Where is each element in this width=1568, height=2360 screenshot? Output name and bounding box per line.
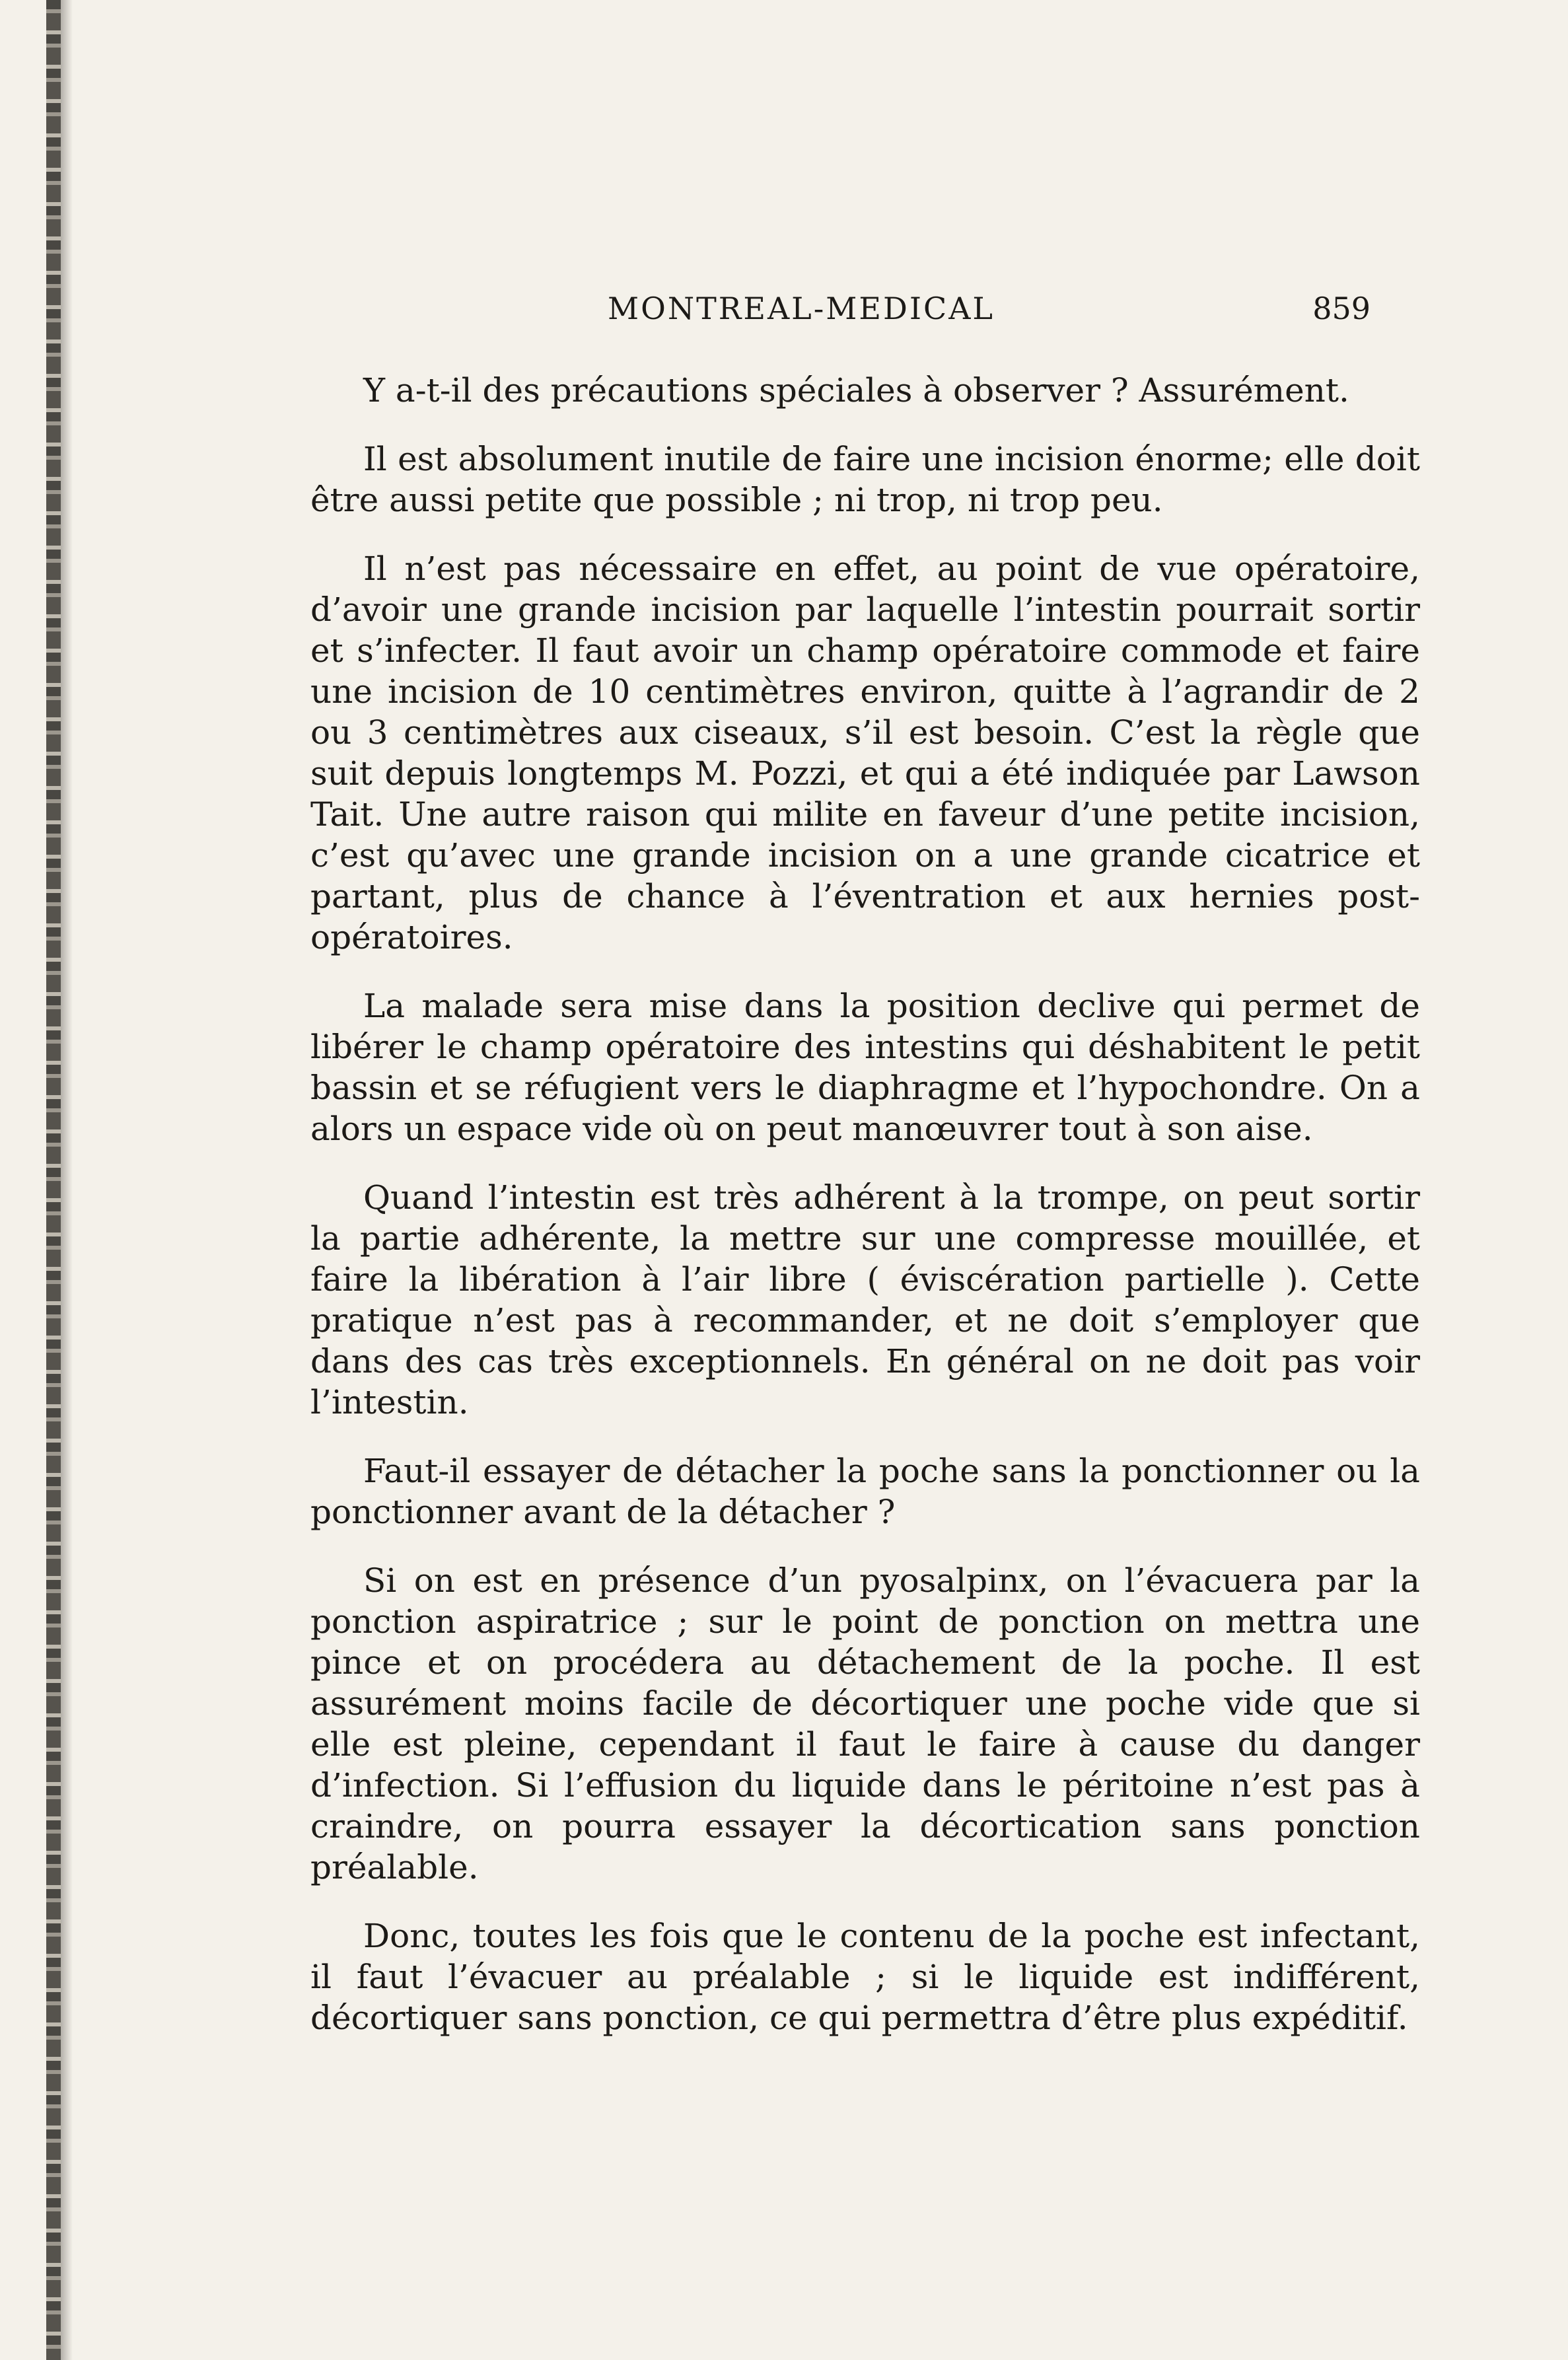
article-body: [310, 370, 1420, 2038]
book-page: [310, 291, 1420, 2038]
paragraph-2: Il est absolument inutile de faire une incision énorme; elle doit être aussi petite que possible ; ni trop, ni trop peu.: [310, 440, 1420, 519]
page-binding-shadow: [61, 0, 73, 2360]
page-number: 859: [1312, 291, 1371, 326]
running-head: [310, 291, 1420, 343]
journal-title: MONTREAL-MEDICAL: [608, 291, 995, 326]
paragraph-5: Quand l’intestin est très adhérent à la trompe, on peut sortir la partie adhérente, la mettre sur une compresse mouillée, et faire la libération à l’air libre ( éviscération partielle ). Cette pratique n’est pas à recommander, et ne doit s’employer que dans des cas très exceptionnels. En général on ne doit pas voir l’intestin.: [310, 1178, 1420, 1421]
paragraph-4: La malade sera mise dans la position declive qui permet de libérer le champ opératoire des intestins qui déshabitent le petit bassin et se réfugient vers le diaphragme et l’hypochondre. On a alors un espace vide où on peut manœuvrer tout à son aise.: [310, 987, 1420, 1148]
paragraph-6: Faut-il essayer de détacher la poche sans la ponctionner ou la ponctionner avant de la détacher ?: [310, 1452, 1420, 1531]
page-binding-edge: [46, 0, 61, 2360]
paragraph-3: Il n’est pas nécessaire en effet, au point de vue opératoire, d’avoir une grande incision par laquelle l’intestin pourrait sortir et s’infecter. Il faut avoir un champ opératoire commode et faire une incision de 10 centimètres environ, quitte à l’agrandir de 2 ou 3 centimètres aux ciseaux, s’il est besoin. C’est la règle que suit depuis longtemps M. Pozzi, et qui a été indiquée par Lawson Tait. Une autre raison qui milite en faveur d’une petite incision, c’est qu’avec une grande incision on a une grande cicatrice et partant, plus de chance à l’éventration et aux hernies post-opératoires.: [310, 550, 1420, 956]
paragraph-7: Si on est en présence d’un pyosalpinx, on l’évacuera par la ponction aspiratrice ; sur le point de ponction on mettra une pince et on procédera au détachement de la poche. Il est assurément moins facile de décortiquer une poche vide que si elle est pleine, cependant il faut le faire à cause du danger d’infection. Si l’effusion du liquide dans le péritoine n’est pas à craindre, on pourra essayer la décortication sans ponction préalable.: [310, 1561, 1420, 1886]
paragraph-1: Y a-t-il des précautions spéciales à observer ? Assurément.: [363, 371, 1349, 410]
paragraph-8: Donc, toutes les fois que le contenu de la poche est infectant, il faut l’évacuer au préalable ; si le liquide est indifférent, décortiquer sans ponction, ce qui permettra d’être plus expéditif.: [310, 1917, 1420, 2037]
